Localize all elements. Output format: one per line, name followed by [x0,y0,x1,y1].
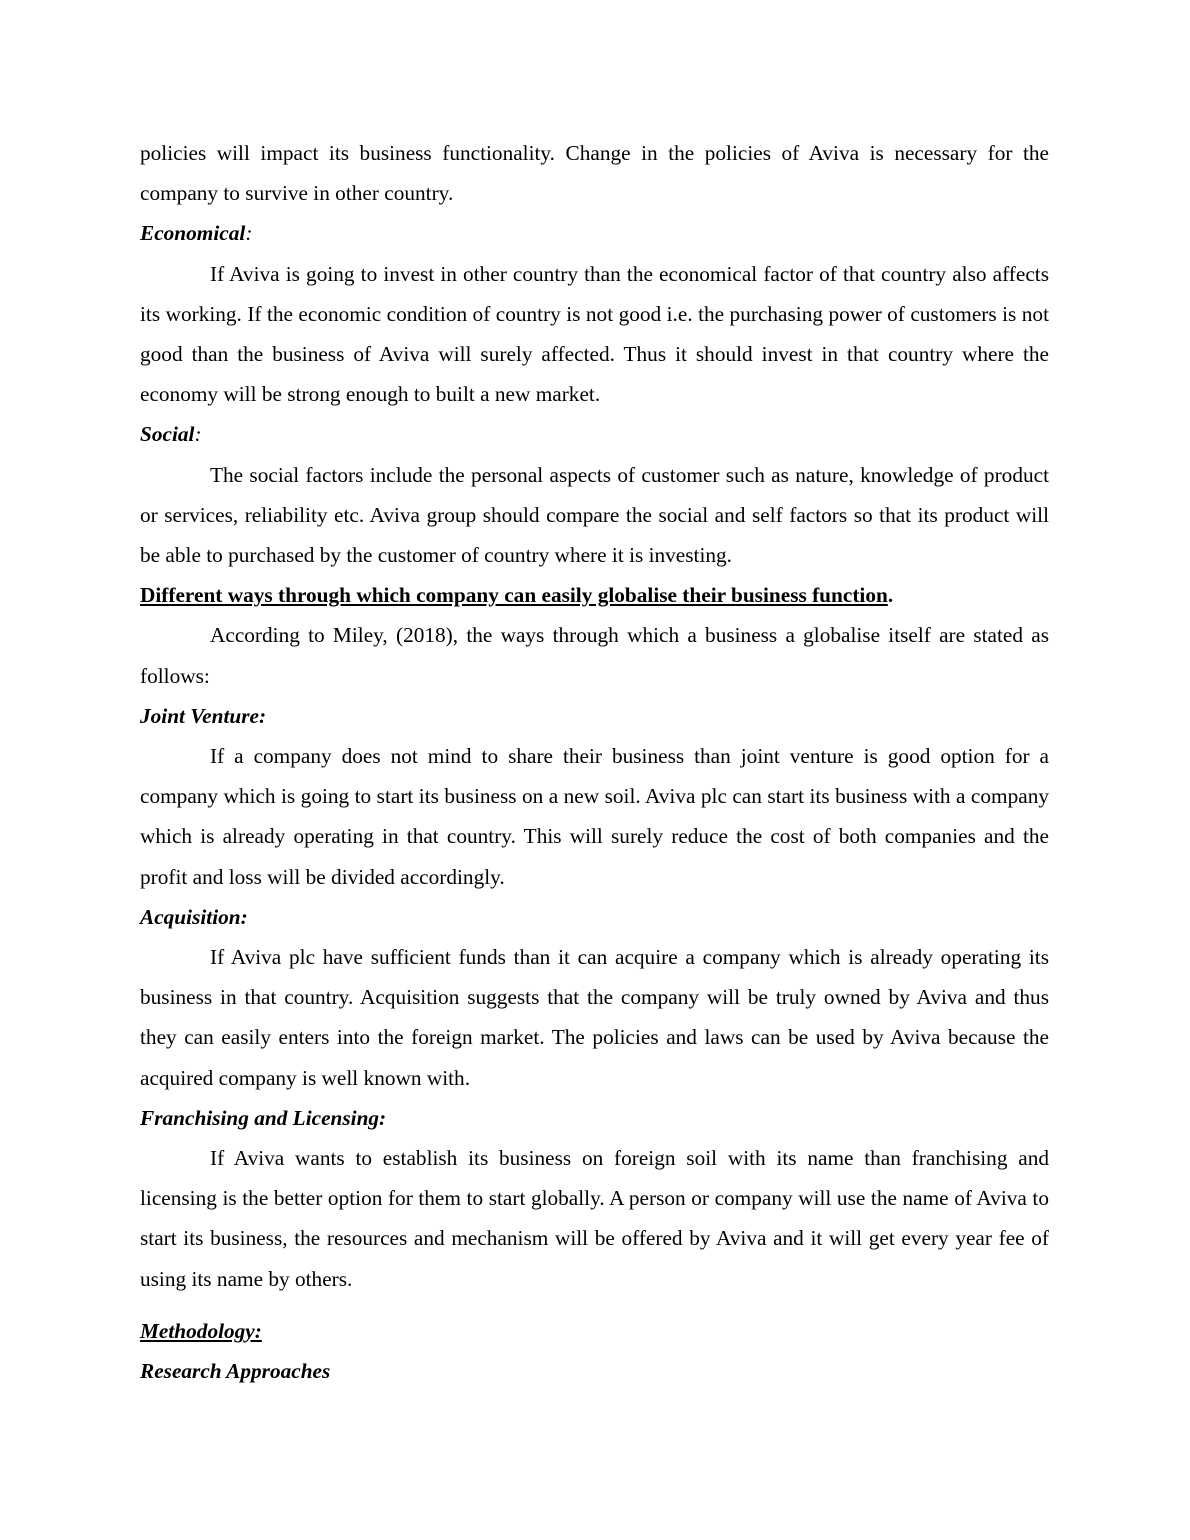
globalise-section-heading-period: . [887,583,894,608]
economical-paragraph: If Aviva is going to invest in other country than the economical factor of that country also affects its working. If the economic condition of country is not good i.e. the purchasing power of customers is not good than the business of Aviva will surely affected. Thus it should invest in that country where the economy will be strong enough to built a new market. [140,261,1049,407]
social-heading-colon: : [194,422,202,447]
joint-venture-heading: Joint Venture: [140,703,267,728]
social-paragraph: The social factors include the personal aspects of customer such as nature, knowledge of product or services, reliability etc. Aviva group should compare the social and self factors so that its product will be able to purchased by the customer of country where it is investing. [140,462,1049,568]
methodology-heading: Methodology: [140,1318,262,1343]
document-page [140,133,1049,1391]
economical-heading [140,213,1049,253]
social-heading-text: Social [140,422,195,447]
acquisition-paragraph: If Aviva plc have sufficient funds than it can acquire a company which is already operating its business in that country. Acquisition suggests that the company will be truly owned by Aviva and thus they can easily enters into the foreign market. The policies and laws can be used by Aviva because the acquired company is well known with. [140,945,1049,1090]
economical-heading-text: Economical [140,221,246,246]
research-approaches-heading: Research Approaches [140,1359,331,1384]
acquisition-heading: Acquisition: [140,904,248,929]
intro-paragraph: policies will impact its business functionality. Change in the policies of Aviva is necessary for the company to survive in other country. [140,141,1049,206]
economical-heading-colon: : [245,221,253,246]
globalise-section-heading-text: Different ways through which company can easily globalise their business function [140,583,888,608]
globalise-intro-paragraph: According to Miley, (2018), the ways through which a business a globalise itself are stated as follows: [140,623,1049,688]
franchising-heading: Franchising and Licensing: [140,1105,387,1130]
social-heading [140,414,1049,454]
franchising-paragraph: If Aviva wants to establish its business on foreign soil with its name than franchising and licensing is the better option for them to start globally. A person or company will use the name of Aviva to start its business, the resources and mechanism will be offered by Aviva and it will get every year fee of using its name by others. [140,1146,1049,1291]
globalise-section-heading [140,575,1049,615]
joint-venture-paragraph: If a company does not mind to share their business than joint venture is good option for a company which is going to start its business on a new soil. Aviva plc can start its business with a company which is already operating in that country. This will surely reduce the cost of both companies and the profit and loss will be divided accordingly. [140,744,1049,889]
